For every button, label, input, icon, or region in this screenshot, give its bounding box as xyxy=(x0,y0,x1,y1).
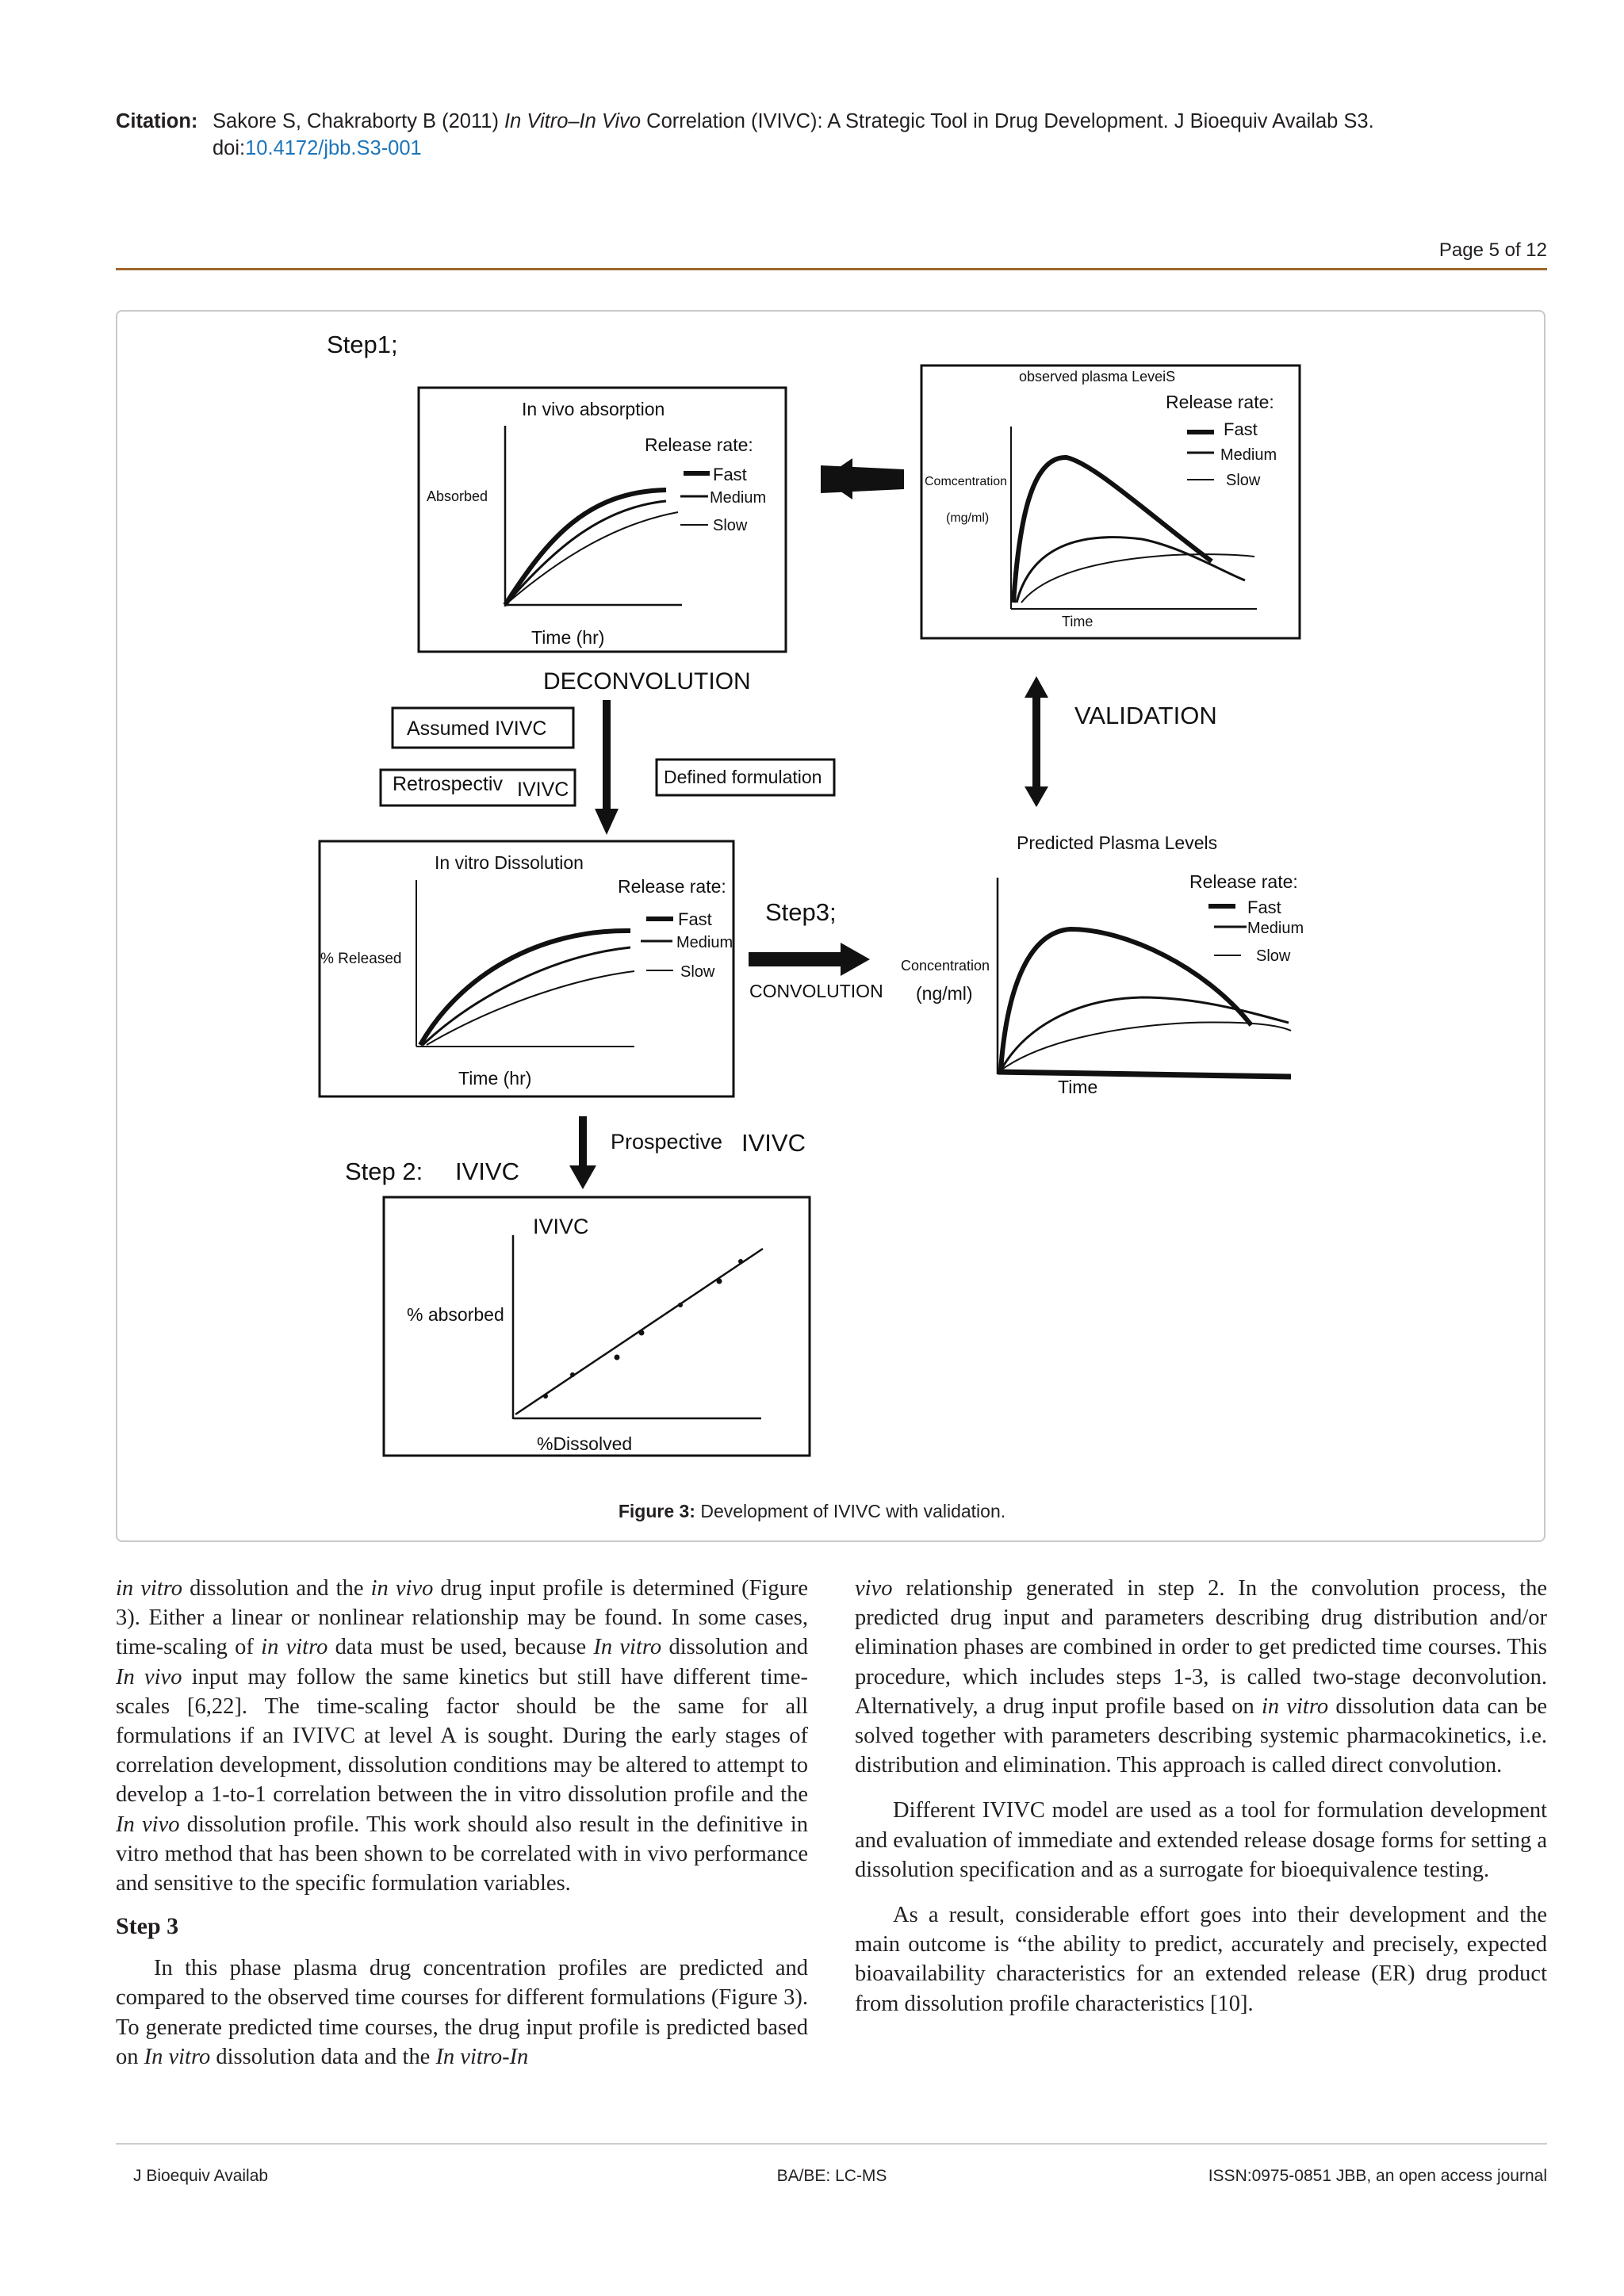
doi-prefix: doi: xyxy=(213,137,246,159)
validation-label: VALIDATION xyxy=(1074,702,1217,729)
absorbed-label: Absorbed xyxy=(427,488,488,504)
release-rate-label-3: Release rate: xyxy=(618,876,726,897)
assumed-ivivc: Assumed IVIVC xyxy=(407,718,547,740)
citation-title: Correlation (IVIVC): A Strategic Tool in Drug Development. J Bioequiv Availab S3. xyxy=(641,110,1374,132)
concentration-label: Concentration xyxy=(901,958,990,974)
slow-label-3: Slow xyxy=(680,963,715,981)
slow-label-4: Slow xyxy=(1256,947,1291,965)
panel-ivivc-correlation xyxy=(384,1197,810,1456)
arrow-to-absorption xyxy=(822,458,904,499)
curve-slow-2 xyxy=(1021,554,1254,603)
text-run: data must be used, because xyxy=(327,1635,594,1660)
ivivc-point xyxy=(738,1259,743,1264)
footer-topic: BA/BE: LC-MS xyxy=(776,2167,887,2185)
fast-label-4: Fast xyxy=(1247,897,1281,917)
time-label-2: Time xyxy=(1062,614,1094,629)
curve-fast-2 xyxy=(1013,457,1212,603)
doi-link[interactable]: 10.4172/jbb.S3-001 xyxy=(245,137,422,159)
footer-rule xyxy=(116,2143,1547,2145)
right-paragraph-1 xyxy=(855,1574,1547,1780)
caption-label: Figure 3: xyxy=(618,1501,695,1521)
prospective-ivivc: IVIVC xyxy=(741,1129,806,1157)
slow-label-1: Slow xyxy=(713,517,748,534)
text-run: drug input profile is determined (Figure 3). Either a linear or nonlinear relationship may be found. In some cases, time-scaling of xyxy=(116,1576,808,1660)
prospective-label: Prospective xyxy=(611,1130,723,1154)
ivivc-point xyxy=(615,1355,620,1360)
arrow-deconvolution xyxy=(595,700,619,835)
right-column xyxy=(855,1574,1547,2019)
defined-formulation: Defined formulation xyxy=(664,767,822,787)
predicted-title: Predicted Plasma Levels xyxy=(1017,832,1218,853)
citation-label: Citation: xyxy=(116,110,198,132)
dissolution-title: In vitro Dissolution xyxy=(435,852,584,873)
release-rate-label-4: Release rate: xyxy=(1189,871,1298,892)
fast-label-1: Fast xyxy=(713,465,747,484)
text-run: in vitro xyxy=(116,1576,183,1601)
panel-predicted-plasma xyxy=(901,832,1304,1097)
medium-label-2: Medium xyxy=(1220,446,1277,464)
step3-label: Step3; xyxy=(765,898,837,926)
text-run: dissolution profile. This work should also result in the definitive in vitro method that has been shown to be correlated with in vivo performance and sensitive to the specific formulation variables. xyxy=(116,1812,808,1896)
text-run: dissolution data and the xyxy=(210,2044,436,2069)
ivivc-panel-title: IVIVC xyxy=(533,1215,589,1238)
header-rule xyxy=(116,268,1547,270)
text-run: vivo xyxy=(855,1576,893,1601)
ivivc-point xyxy=(639,1330,645,1336)
ivivc-point xyxy=(678,1303,683,1307)
curve-fast-4 xyxy=(1001,929,1251,1070)
text-run: dissolution and the xyxy=(182,1576,371,1601)
fast-label-2: Fast xyxy=(1224,419,1258,439)
step2-ivivc: IVIVC xyxy=(455,1158,519,1185)
observed-title: observed plasma LeveiS xyxy=(1019,369,1176,385)
left-paragraph-2 xyxy=(116,1954,808,2072)
time-label-4: Time xyxy=(1058,1077,1098,1097)
citation xyxy=(116,108,1547,162)
panel-in-vivo-absorption xyxy=(419,388,786,652)
arrow-prospective xyxy=(569,1116,596,1189)
citation-italic: In Vitro–In Vivo xyxy=(504,110,642,132)
release-rate-label-2: Release rate: xyxy=(1166,392,1274,412)
page-number: Page 5 of 12 xyxy=(1438,239,1547,261)
text-run: dissolution data can be solved together with parameters describing systemic pharmacokinetics, i.e. distribution and elimination. This approach is called direct convolution. xyxy=(855,1693,1547,1778)
text-run: In this phase plasma drug concentration profiles are predicted and compared to the observed time courses for different formulations (Figure 3). To generate predicted time courses, the drug input profile is predicted based on xyxy=(116,1956,808,2069)
time-hr-label-1: Time (hr) xyxy=(531,627,605,648)
arrow-convolution xyxy=(749,943,870,976)
text-run: In vitro-In xyxy=(435,2044,529,2069)
ng-ml-label: (ng/ml) xyxy=(916,983,973,1004)
mg-ml-label: (mg/ml) xyxy=(946,511,990,525)
medium-label-1: Medium xyxy=(710,489,767,507)
text-run: In vivo xyxy=(116,1664,182,1689)
time-hr-label-3: Time (hr) xyxy=(458,1068,532,1089)
text-run: input may follow the same kinetics but still have different time-scales [6,22]. The time-scaling factor should be the same for all formulations if an IVIVC at level A is sought. During the early stages of correlation development, dissolution conditions may be altered to attempt to develop a 1-to-1 correlation between the in vitro dissolution profile and the xyxy=(116,1664,808,1808)
figure-caption xyxy=(0,1501,1624,1522)
medium-label-4: Medium xyxy=(1247,920,1304,937)
retrospectiv-ivivc: IVIVC xyxy=(517,779,569,801)
text-run: In vitro xyxy=(593,1635,662,1660)
predicted-x-axis xyxy=(998,1072,1291,1077)
citation-authors: Sakore S, Chakraborty B (2011) xyxy=(213,110,505,132)
curve-fast-3 xyxy=(420,931,630,1045)
right-paragraph-3: As a result, considerable effort goes into their development and the main outcome is “the ability to predict, accurately and precisely, expected bioavailability characteristics for an extended release (ER) drug product from dissolution profile characteristics [10]. xyxy=(855,1903,1547,2016)
text-run: relationship generated in step 2. In the convolution process, the predicted drug input and parameters describing drug distribution and/or elimination phases are combined in order to get predicted time courses. This procedure, which includes steps 1-3, is called two-stage deconvolution. Alternatively, a drug input profile based on xyxy=(855,1576,1547,1719)
panel-in-vitro-dissolution xyxy=(320,841,733,1096)
curve-slow-4 xyxy=(1001,1022,1291,1070)
ivivc-point xyxy=(717,1279,722,1284)
pct-released-label: % Released xyxy=(320,951,402,967)
text-run: in vivo xyxy=(370,1576,434,1601)
pct-absorbed-label: % absorbed xyxy=(407,1304,504,1325)
pct-dissolved-label: %Dissolved xyxy=(537,1433,633,1454)
left-paragraph-1 xyxy=(116,1574,808,1898)
right-paragraph-2: Different IVIVC model are used as a tool for formulation development and evaluation of immediate and extended release dosage forms for setting a dissolution specification and as a surrogate for bioequivalence testing. xyxy=(855,1798,1547,1882)
left-column xyxy=(116,1574,808,2072)
deconvolution-label: DECONVOLUTION xyxy=(543,668,751,695)
step1-label: Step1; xyxy=(327,331,398,358)
text-run: In vivo xyxy=(116,1812,180,1837)
absorption-title: In vivo absorption xyxy=(522,399,665,419)
text-run: In vitro xyxy=(144,2044,211,2069)
text-run: in vitro xyxy=(261,1635,328,1660)
release-rate-label-1: Release rate: xyxy=(645,434,753,455)
figure-diagram xyxy=(116,310,1547,1544)
retrospectiv-label: Retrospectiv xyxy=(393,773,503,795)
step3-heading: Step 3 xyxy=(116,1913,179,1940)
panel-observed-plasma xyxy=(921,365,1300,638)
caption-text: Development of IVIVC with validation. xyxy=(695,1501,1006,1521)
validation-arrow xyxy=(1025,676,1048,807)
convolution-label: CONVOLUTION xyxy=(749,981,883,1001)
curve-medium-2 xyxy=(1017,538,1245,603)
slow-label-2: Slow xyxy=(1226,472,1261,489)
comcentration-label: Comcentration xyxy=(925,475,1008,488)
curve-medium-1 xyxy=(505,501,666,605)
text-run: in vitro xyxy=(1261,1693,1329,1719)
fast-label-3: Fast xyxy=(678,909,712,929)
ivivc-point xyxy=(570,1372,575,1377)
text-run: dissolution and xyxy=(661,1635,808,1660)
ivivc-point xyxy=(543,1394,548,1399)
step2-label: Step 2: xyxy=(345,1158,423,1185)
curve-medium-4 xyxy=(1001,997,1289,1070)
footer-journal: J Bioequiv Availab xyxy=(133,2167,269,2185)
footer-issn: ISSN:0975-0851 JBB, an open access journal xyxy=(1208,2167,1547,2185)
medium-label-3: Medium xyxy=(676,934,733,951)
curve-slow-3 xyxy=(427,971,634,1045)
